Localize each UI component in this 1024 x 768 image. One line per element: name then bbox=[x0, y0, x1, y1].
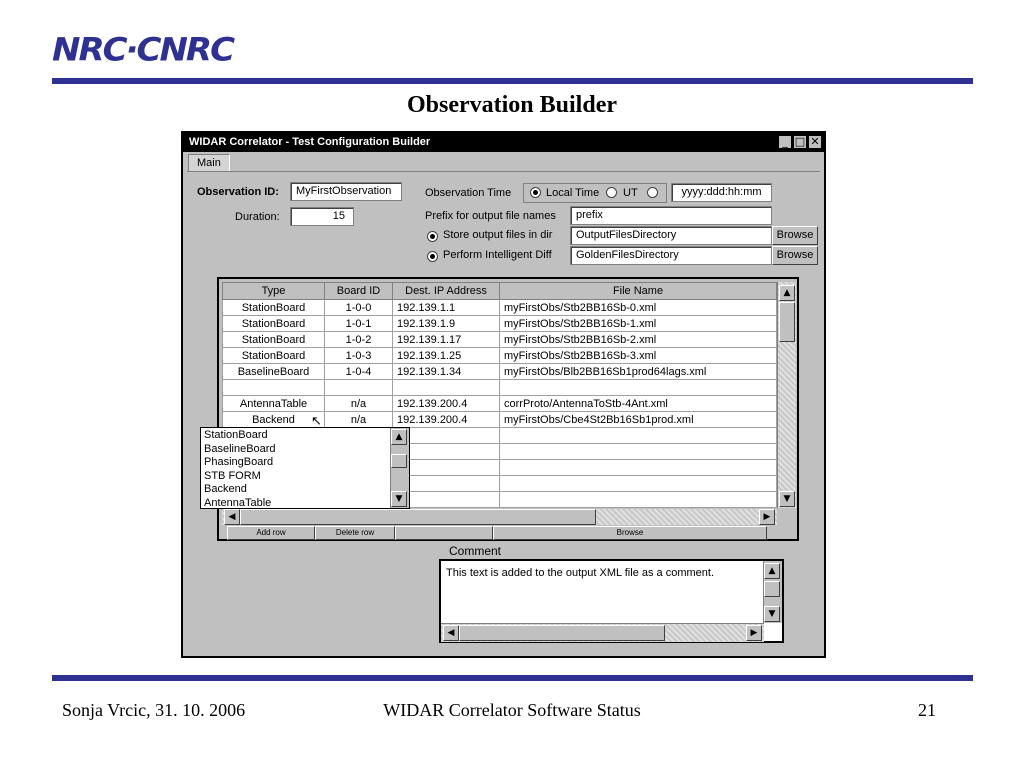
add-row-button[interactable]: Add row bbox=[227, 526, 315, 540]
table-row[interactable] bbox=[223, 364, 777, 380]
cell-dest-ip[interactable]: 192.139.1.9 bbox=[393, 316, 500, 332]
table-row[interactable] bbox=[223, 316, 777, 332]
nrc-cnrc-logo: NRC·CNRC bbox=[52, 31, 234, 69]
comment-scroll-right-icon[interactable]: ▶ bbox=[746, 625, 762, 641]
store-output-label: Store output files in dir bbox=[443, 229, 553, 241]
table-actions bbox=[227, 526, 767, 540]
cell-type[interactable]: BaselineBoard bbox=[223, 364, 325, 380]
column-header-file-name[interactable]: File Name bbox=[500, 283, 777, 300]
dropdown-option[interactable]: Backend bbox=[204, 483, 247, 495]
local-time-radio[interactable] bbox=[530, 187, 541, 198]
cell-file-name[interactable] bbox=[500, 460, 777, 476]
menubar bbox=[187, 153, 820, 172]
cell-dest-ip[interactable]: 192.139.1.1 bbox=[393, 300, 500, 316]
cell-file-name[interactable] bbox=[500, 444, 777, 460]
intelligent-diff-label: Perform Intelligent Diff bbox=[443, 249, 552, 261]
window-titlebar[interactable] bbox=[183, 133, 824, 152]
footer-author-date: Sonja Vrcic, 31. 10. 2006 bbox=[62, 700, 246, 720]
ut-radio[interactable] bbox=[647, 187, 658, 198]
cell-type[interactable]: StationBoard bbox=[223, 300, 325, 316]
scroll-right-icon[interactable]: ▶ bbox=[759, 509, 775, 525]
cell-dest-ip[interactable]: 192.139.1.17 bbox=[393, 332, 500, 348]
comment-scroll-thumb[interactable] bbox=[764, 581, 780, 597]
cell-type[interactable]: Backend bbox=[223, 412, 325, 428]
browse-output-button[interactable]: Browse bbox=[772, 226, 818, 245]
mouse-cursor-icon: ↖ bbox=[311, 413, 322, 428]
dropdown-scrollbar[interactable] bbox=[390, 428, 409, 508]
comment-scroll-up-icon[interactable]: ▲ bbox=[764, 563, 780, 579]
observation-time-label: Observation Time bbox=[425, 187, 512, 199]
browse-golden-button[interactable]: Browse bbox=[772, 246, 818, 265]
duration-field[interactable]: 15 bbox=[290, 207, 354, 226]
cell-file-name[interactable] bbox=[500, 428, 777, 444]
delete-row-button[interactable]: Delete row bbox=[315, 526, 395, 540]
dropdown-scroll-down-icon[interactable]: ▼ bbox=[391, 491, 407, 507]
dropdown-scroll-thumb[interactable] bbox=[391, 454, 407, 468]
dropdown-scroll-up-icon[interactable]: ▲ bbox=[391, 429, 407, 445]
cell-dest-ip[interactable]: 192.139.1.25 bbox=[393, 348, 500, 364]
table-row[interactable] bbox=[223, 332, 777, 348]
table-row[interactable] bbox=[223, 380, 777, 396]
table-vertical-scrollbar[interactable] bbox=[777, 282, 796, 508]
cell-type[interactable]: StationBoard bbox=[223, 316, 325, 332]
close-icon[interactable]: ✕ bbox=[808, 135, 822, 149]
cell-file-name[interactable] bbox=[500, 380, 777, 396]
prefix-field[interactable]: prefix bbox=[570, 206, 772, 225]
table-row[interactable] bbox=[223, 412, 777, 428]
comment-scroll-left-icon[interactable]: ◀ bbox=[443, 625, 459, 641]
maximize-icon[interactable]: □ bbox=[794, 135, 806, 148]
output-directory-field[interactable]: OutputFilesDirectory bbox=[570, 226, 772, 245]
cell-type[interactable]: StationBoard bbox=[223, 348, 325, 364]
comment-horizontal-thumb[interactable] bbox=[459, 625, 665, 641]
time-format-field[interactable]: yyyy:ddd:hh:mm bbox=[671, 183, 772, 202]
horizontal-scroll-thumb[interactable] bbox=[240, 509, 596, 525]
table-row[interactable] bbox=[223, 348, 777, 364]
comment-vertical-scrollbar[interactable] bbox=[763, 561, 782, 623]
column-header-type[interactable]: Type bbox=[223, 283, 325, 300]
footer-rule bbox=[52, 675, 973, 681]
golden-directory-field[interactable]: GoldenFilesDirectory bbox=[570, 246, 772, 265]
scroll-thumb[interactable] bbox=[779, 302, 795, 342]
slide-title: Observation Builder bbox=[406, 92, 617, 118]
window-title: WIDAR Correlator - Test Configuration Builder bbox=[189, 136, 431, 148]
cell-type[interactable]: AntennaTable bbox=[223, 396, 325, 412]
cell-dest-ip[interactable] bbox=[393, 380, 500, 396]
cell-file-name[interactable]: myFirstObs/Blb2BB16Sb1prod64lags.xml bbox=[500, 364, 777, 380]
cell-board-id[interactable]: 1-0-4 bbox=[325, 364, 393, 380]
minimize-icon[interactable]: _ bbox=[778, 135, 792, 149]
cell-board-id[interactable]: 1-0-3 bbox=[325, 348, 393, 364]
comment-label: Comment bbox=[449, 544, 502, 558]
table-horizontal-scrollbar[interactable] bbox=[222, 509, 777, 525]
dropdown-option[interactable]: StationBoard bbox=[204, 429, 268, 441]
cell-board-id[interactable]: 1-0-1 bbox=[325, 316, 393, 332]
cell-file-name[interactable]: myFirstObs/Stb2BB16Sb-1.xml bbox=[500, 316, 777, 332]
observation-id-label: Observation ID: bbox=[197, 186, 279, 198]
cell-file-name[interactable]: myFirstObs/Stb2BB16Sb-3.xml bbox=[500, 348, 777, 364]
cell-file-name[interactable]: myFirstObs/Stb2BB16Sb-0.xml bbox=[500, 300, 777, 316]
cell-dest-ip[interactable]: 192.139.200.4 bbox=[393, 396, 500, 412]
menu-main[interactable]: Main bbox=[188, 154, 230, 171]
table-header-row bbox=[223, 283, 777, 300]
cell-board-id[interactable]: n/a bbox=[325, 396, 393, 412]
comment-text[interactable]: This text is added to the output XML file as a comment. bbox=[446, 567, 715, 579]
ut-label: UT bbox=[623, 187, 638, 199]
cell-file-name[interactable]: corrProto/AntennaToStb-4Ant.xml bbox=[500, 396, 777, 412]
comment-box[interactable] bbox=[439, 559, 784, 643]
cell-file-name[interactable]: myFirstObs/Stb2BB16Sb-2.xml bbox=[500, 332, 777, 348]
cell-board-id[interactable]: n/a bbox=[325, 412, 393, 428]
cell-board-id[interactable]: 1-0-0 bbox=[325, 300, 393, 316]
blank-button[interactable] bbox=[395, 526, 493, 540]
type-dropdown-list[interactable] bbox=[200, 427, 410, 509]
cell-dest-ip[interactable]: 192.139.200.4 bbox=[393, 412, 500, 428]
comment-horizontal-scrollbar[interactable] bbox=[441, 623, 764, 642]
column-header-dest-ip[interactable]: Dest. IP Address bbox=[393, 283, 500, 300]
dropdown-option[interactable]: STB FORM bbox=[204, 469, 261, 482]
cell-board-id[interactable]: 1-0-2 bbox=[325, 332, 393, 348]
cell-type[interactable] bbox=[223, 380, 325, 396]
slide-number: 21 bbox=[918, 700, 936, 720]
scroll-up-icon[interactable]: ▲ bbox=[779, 285, 795, 301]
column-header-board-id[interactable]: Board ID bbox=[325, 283, 393, 300]
intelligent-diff-radio[interactable] bbox=[427, 251, 438, 262]
scroll-down-icon[interactable]: ▼ bbox=[779, 491, 795, 507]
cell-board-id[interactable] bbox=[325, 380, 393, 396]
cell-file-name[interactable] bbox=[500, 476, 777, 492]
cell-file-name[interactable]: myFirstObs/Cbe4St2Bb16Sb1prod.xml bbox=[500, 412, 777, 428]
dropdown-option[interactable]: PhasingBoard bbox=[204, 456, 274, 468]
prefix-label: Prefix for output file names bbox=[425, 210, 556, 222]
local-time-label: Local Time bbox=[546, 187, 600, 199]
store-output-radio[interactable] bbox=[427, 231, 438, 242]
ut-radio-icon[interactable] bbox=[606, 187, 617, 198]
header-rule bbox=[52, 78, 973, 84]
cell-type[interactable]: StationBoard bbox=[223, 332, 325, 348]
table-row[interactable] bbox=[223, 300, 777, 316]
duration-label: Duration: bbox=[235, 211, 280, 223]
table-row[interactable] bbox=[223, 396, 777, 412]
dropdown-option[interactable]: BaselineBoard bbox=[204, 442, 276, 455]
scroll-left-icon[interactable]: ◀ bbox=[224, 509, 240, 525]
cell-file-name[interactable] bbox=[500, 492, 777, 508]
browse-file-button[interactable]: Browse bbox=[493, 526, 767, 540]
footer-title: WIDAR Correlator Software Status bbox=[383, 700, 641, 720]
dropdown-option[interactable]: AntennaTable bbox=[204, 496, 272, 509]
cell-dest-ip[interactable]: 192.139.1.34 bbox=[393, 364, 500, 380]
comment-scroll-down-icon[interactable]: ▼ bbox=[764, 606, 780, 622]
observation-id-field[interactable]: MyFirstObservation bbox=[290, 182, 402, 201]
